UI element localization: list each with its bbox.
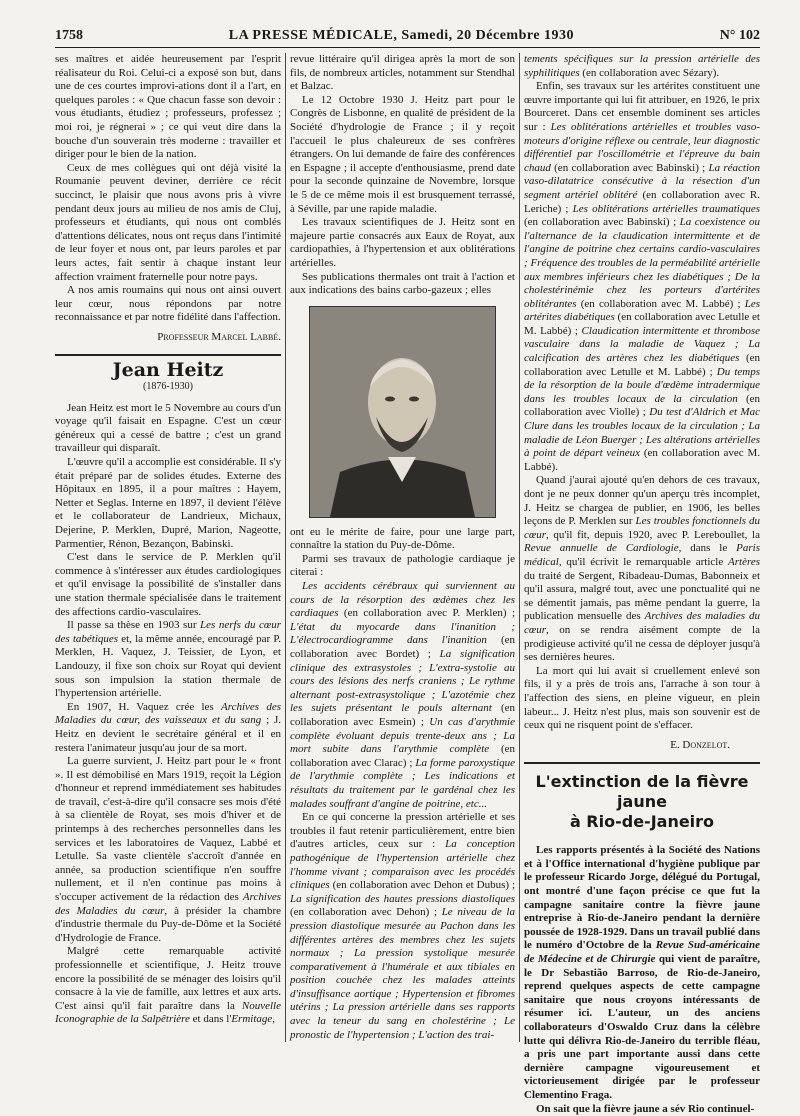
section-rule [55,354,281,356]
paragraph: Ceux de mes collègues qui ont déjà visité la Roumanie peuvent deviner, derrière ce récit succinct, le plaisir que nous avons pris à vivre pendant deux jours au milieu de nos amis de Cluj, professeurs et étudiants, qui nous ont comblés d'attentions délicates, nous ont reçus dans l'intimité de leur foyer et nous ont, par leurs paroles et par leurs actes, fait sentir à chaque instant leur affection vraiment fraternelle pour notre pays. [55,161,281,283]
paragraph: En ce qui concerne la pression artérielle et ses troubles il faut retenir particulièrement, entre bien d'autres articles, ceux sur : La conception pathogénique de l'hypertension artérielle chez l'homme vivant ; comparaison avec les procédés cliniques (en collaboration avec Dehon et Dubus) ; La signification des hautes pressions diastoliques (en collaboration avec Dehon) ; Le niveau de la pression diastolique mesurée au Pachon dans les différentes artères des membres chez les sujets normaux ; La pression systolique mesurée comparativement à l'humérale et aux tibiales en position couchée chez les malades atteints d'insuffisance aortique ; Hypertension et fibromes utérins ; La pression artérielle dans ses rapports avec la teneur du sang en cholestérine ; Le pronostic de l'hypertension ; L'action des trai- [290,811,515,1041]
signature-donzelot: E. Donzelot. [670,738,730,751]
paragraph: La guerre survient, J. Heitz part pour le « front ». Il est démobilisé en Mars 1919, reçoit la Légion d'honneur et reprend immédiatement ses habitudes de travail, c'est-à-dire qu'il consacre ses mois d'été à sa clientèle de Royat, ses mois d'hiver et de printemps à des recherches personnelles dans les services et les laboratoires de Vaquez, Labbé et Letulle. Sa vaste clientèle s'accroît d'année en année, sa production scientifique n'en souffre nullement, et il n'en continue pas moins à s'occuper activement de la rédaction des Archives des Maladies du cœur, à présider la chambre d'industrie thermale du Puy-de-Dôme et la Société d'Hydrologie de France. [55,755,281,944]
paragraph: ses maîtres et aidée heureusement par l'esprit réalisateur du Roi. Celui-ci a exposé son but, dans une de ces courtes improvi-ations dont il a l'art, en quelques paroles : « Que chacun fasse son devoir : vous étudiants, étudiez ; professeurs, professez ; moi roi, je régnerai » ; ce qui veut dire dans la bouche d'un souverain très moderne : travailler et diriger pour le bien de la nation. [55,53,281,161]
paragraph: Parmi ses travaux de pathologie cardiaque je citerai : [290,552,515,579]
issue-number: N° 102 [719,28,760,43]
column-3 [524,53,760,1116]
paragraph: tements spécifiques sur la pression artérielle des syphilitiques (en collaboration avec Sézary). [524,53,760,79]
column-divider-2 [519,53,520,1042]
paragraph: Le 12 Octobre 1930 J. Heitz part pour le Congrès de Lisbonne, en qualité de président de la Société d'hydrologie de France ; il y reçoit l'accueil le plus chaleureux de ses confrères étrangers. On lui demande de faire des conférences en Espagne ; il accepte d'enthousiasme, prend date pour la seconde quinzaine de Novembre, lorsque le 5 de ce même mois il est brusquement terrassé, à Séville, par une rapide maladie. [290,93,515,215]
column-1 [55,53,281,1027]
portrait-illustration [310,307,495,517]
paragraph: Malgré cette remarquable activité professionnelle et scientifique, J. Heitz trouve encore la possibilité de se ménager des loisirs qu'il consacre à la vie de famille, aux lettres et aux arts. C'est ainsi qu'il fait paraître dans la Nouvelle Iconographie de la Salpêtrière et dans l'Ermitage, [55,945,281,1026]
obituary-dates: (1876-1930) [143,381,193,393]
section-rule [524,762,760,764]
article-title: L'extinction de la fièvre jaune à Rio-de-Janeiro [535,772,749,832]
column-divider-1 [285,53,286,1042]
journal-title: LA PRESSE MÉDICALE, Samedi, 20 Décembre 1930 [228,28,575,43]
paragraph: A nos amis roumains qui nous ont ainsi ouvert leur cœur, nous répondons par notre reconnaissance et par notre fidélité dans l'affection. [55,284,281,324]
signature-labbe: Professeur Marcel Labbé. [157,330,281,343]
portrait-photo [309,306,496,518]
paragraph: Il passe sa thèse en 1903 sur Les nerfs du cœur des tabétiques et, la même année, encouragé par P. Merklen, H. Vaquez, J. Teissier, de Lyon, et Landouzy, il fixe son choix sur Royat qui devient sous son impulsion la station thermale de l'hypertension artérielle. [55,619,282,700]
paragraph: En 1907, H. Vaquez crée les Archives des Maladies du cœur, des vaisseaux et du sang ; J. Heitz en devient le secrétaire général et il en restera l'animateur jusqu'au jour de sa mort. [55,700,281,754]
paragraph: On sait que la fièvre jaune a sév Rio continuel- [536,1102,755,1115]
paragraph: Ses publications thermales ont trait à l'action et aux indications des bains carbo-gazeux ; elles [290,270,515,297]
paragraph: C'est dans le service de P. Merklen qu'il commence à s'intéresser aux études cardiologiques et qu'il envisage la possibilité de s'installer dans une station thermale spécialisée dans le traitement des affections cardio-vasculaires. [55,551,281,618]
paragraph: La mort qui lui avait si cruellement enlevé son fils, il y a près de trois ans, l'arrache à son tour à l'affection des siens, en pleine vigueur, en plein labeur... J. Heitz n'est plus, mais son souvenir est de ceux qui ne risquent point de s'effacer. [524,664,760,732]
paragraph: L'œuvre qu'il a accomplie est considérable. Il s'y était préparé par de solides études. Externe des Hôpitaux en 1895, il a pour maîtres : Hayem, Netter et Seglas. Interne en 1897, il devient l'élève et le collaborateur de Landrieux, Michaux, Dejerine, P. Merklen, Dupré, Marion, Nageotte, Parmentier, Rénon, Bezançon, Babinski. [55,456,281,550]
paragraph: Les travaux scientifiques de J. Heitz sont en majeure partie consacrés aux Eaux de Royat, aux cardiopathies, à l'hypertension et aux oblitérations artérielles. [290,216,515,269]
paragraph: ont eu le mérite de faire, pour une large part, connaître la station du Puy-de-Dôme. [290,525,515,552]
column-2 [290,53,515,1042]
paragraph: revue littéraire qu'il dirigea après la mort de son fils, de nombreux articles, notamment sur Stendhal et Balzac. [290,53,515,93]
paragraph: Enfin, ses travaux sur les artérites constituent une œuvre importante qui lui fit attribuer, en 1926, le prix Bourceret. Dans cet ensemble dominent ses articles sur : Les oblitérations artérielles et troubles vaso-moteurs d'origine réflexe ou centrale, leur diagnostic différentiel par l'oscillométrie et l'épreuve du bain chaud (en collaboration avec Babinski) ; La réaction vaso-dilatatrice consécutive à la résection d'un segment artériel oblitéré (en collaboration avec R. Leriche) ; Les oblitérations artérielles traumatiques (en collaboration avec Babinski) ; La coexistence ou l'alternance de la claudication intermittente et de l'angine de poitrine chez certains cardio-vasculaires ; Fréquence des troubles de la perméabilité artérielle aux membres inférieurs chez les diabétiques ; De la cholestérinémie chez les porteurs d'artérites oblitérantes (en collaboration avec M. Labbé) ; Les artérites diabétiques (en collaboration avec Letulle et M. Labbé) ; Claudication intermittente et thrombose vasculaire dans la maladie de Vaquez ; La calcification des artères chez les diabétiques (en collaboration avec Letulle et M. Labbé) ; Du temps de la résorption de la boule d'œdème intradermique dans les troubles locaux de la circulation (en collaboration avec Violle) ; Du test d'Aldrich et Mac Clure dans les troubles locaux de la circulation ; La maladie de Léon Buerger ; Les altérations artérielles à point de départ veineux (en collaboration avec M. Labbé). [524,80,760,473]
obituary-title: Jean Heitz [112,359,224,382]
paragraph: Quand j'aurai ajouté qu'en dehors de ces travaux, dont je ne peux donner qu'un aperçu très incomplet, J. Heitz se chargea de publier, en 1906, les belles leçons de P. Merklen sur Les troubles fonctionnels du cœur, qu'il fit, depuis 1920, avec P. Lereboullet, la Revue annuelle de Cardiologie, dans le Paris médical, qu'il écrivit le remarquable article Artères du traité de Sergent, Ribadeau-Dumas, Babonneix et qu'il assura, malgré tout, avec une ponctualité qui ne se démentit jamais, pas même pendant la guerre, la publication mensuelle des Archives des maladies du cœur, on se rendra aisément compte de la prodigieuse activité qu'il ne cessa de déployer jusqu'à ses dernières heures. [524,474,760,664]
page-header [55,20,760,48]
page-number: 1758 [55,28,83,43]
paragraph: Les rapports présentés à la Société des Nations et à l'Office international d'hygiène publique par le professeur Ricardo Jorge, délégué du Portugal, ont montré d'une façon précise ce que fut la campagne sanitaire contre la fièvre jaune entreprise à Rio-de-Janeiro pendant la dernière poussée de 1928-1929. Dans un travail publié dans le numéro d'Octobre de la Revue Sud-américaine de Médecine et de Chirurgie qui vient de paraître, le Dr Sebastião Barroso, de Rio-de-Janeiro, reprend quelques aspects de cette campagne sanitaire que nous croyons intéressants de résumer ici. L'auteur, un des anciens collaborateurs d'Oswaldo Cruz dans la célèbre lutte qui délivra Rio-de-Janeiro du terrible fléau, a pris une part importante aussi dans cette dernière campagne vigoureusement et victorieusement dirigée par le professeur Clementino Fraga. [524,844,760,1101]
paragraph: Les accidents cérébraux qui surviennent au cours de la résorption des œdèmes chez les cardiaques (en collaboration avec P. Merklen) ; L'état du myocarde dans l'inanition ; L'électrocardiogramme dans l'inanition (en collaboration avec Bordet) ; La signification clinique des extrasystoles ; L'extra-systolie au cours des lésions des nerfs craniens ; Le rythme alternant post-extrasystolique ; L'azotémie chez les sujets présentant le pouls alternant (en collaboration avec Esmein) ; Un cas d'arythmie complète évoluant depuis trente-deux ans ; La mort subite dans l'arythmie complète (en collaboration avec Clarac) ; La forme paroxystique de l'arythmie complète ; Les indications et résultats du traitement par le gardénal chez les malades souffrant d'angine de poitrine, etc... [290,580,515,810]
paragraph: Jean Heitz est mort le 5 Novembre au cours d'un voyage qu'il faisait en Espagne. C'est un cœur généreux qui a cessé de battre ; c'est un grand travailleur qui disparaît. [55,401,281,455]
